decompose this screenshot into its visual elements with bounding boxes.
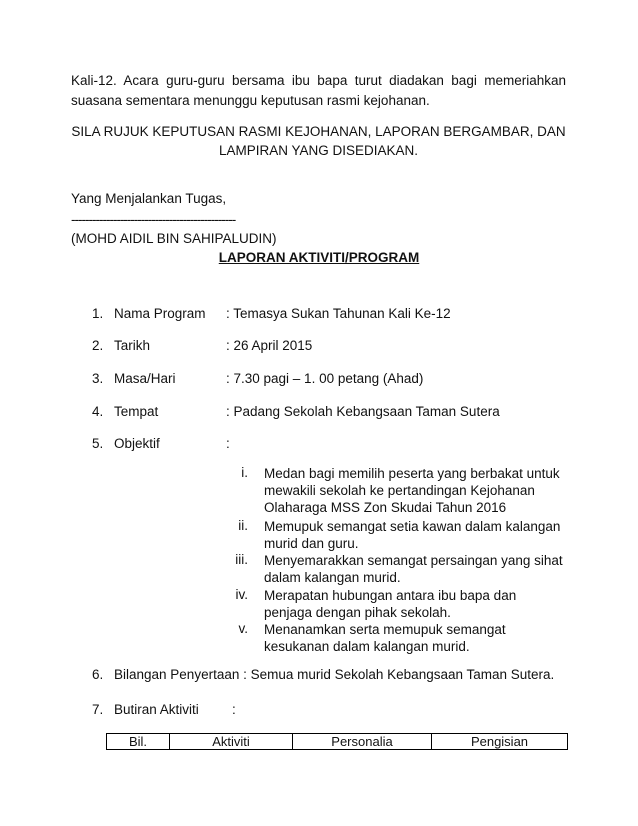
- item-value: : 7.30 pagi – 1. 00 petang (Ahad): [226, 371, 424, 386]
- objective-number: i.: [241, 465, 248, 480]
- item-label: Tempat: [114, 404, 159, 419]
- item-value: :: [232, 702, 236, 717]
- objective-text: Menanamkan serta memupuk semangat kesukanan dalam kalangan murid.: [264, 622, 506, 654]
- signature-name: (MOHD AIDIL BIN SAHIPALUDIN): [71, 231, 277, 246]
- item-number: 5.: [92, 436, 104, 451]
- column-header-bil: Bil.: [107, 734, 170, 750]
- item-number: 3.: [92, 371, 104, 386]
- signature-greeting: Yang Menjalankan Tugas,: [71, 191, 227, 206]
- column-header-personalia: Personalia: [293, 734, 432, 750]
- objective-number: v.: [238, 621, 248, 636]
- report-title: LAPORAN AKTIVITI/PROGRAM: [218, 250, 420, 265]
- item-label: Masa/Hari: [114, 371, 176, 386]
- column-header-pengisian: Pengisian: [432, 734, 568, 750]
- signature-line: -----------------------------------------------: [71, 212, 236, 227]
- table-header-row: [107, 734, 568, 750]
- item-value: : Temasya Sukan Tahunan Kali Ke-12: [226, 306, 451, 321]
- item-number: 4.: [92, 404, 104, 419]
- activity-table: [106, 733, 568, 750]
- item-number: 6.: [92, 667, 104, 682]
- objective-number: ii.: [238, 518, 248, 533]
- item-value: :: [226, 436, 230, 451]
- item-number: 1.: [92, 306, 104, 321]
- objective-text: Memupuk semangat setia kawan dalam kalangan murid dan guru.: [264, 519, 561, 551]
- item-value: : Padang Sekolah Kebangsaan Taman Sutera: [226, 404, 500, 419]
- objective-text: Menyemarakkan semangat persaingan yang sihat dalam kalangan murid.: [264, 553, 563, 585]
- objective-text: Medan bagi memilih peserta yang berbakat untuk mewakili sekolah ke pertandingan Kejohanan Olaharaga MSS Zon Skudai Tahun 2016: [264, 466, 560, 515]
- item-number: 2.: [92, 338, 104, 353]
- item-label: Objektif: [114, 436, 160, 451]
- item-number: 7.: [92, 702, 104, 717]
- notice-line-1: SILA RUJUK KEPUTUSAN RASMI KEJOHANAN, LAPORAN BERGAMBAR, DAN: [71, 124, 566, 139]
- notice-line-2: LAMPIRAN YANG DISEDIAKAN.: [218, 143, 419, 158]
- item-value: : 26 April 2015: [226, 338, 313, 353]
- column-header-aktiviti: Aktiviti: [170, 734, 293, 750]
- item-label: Tarikh: [114, 338, 151, 353]
- objective-number: iii.: [235, 552, 248, 567]
- item-label: Butiran Aktiviti: [114, 702, 199, 717]
- item-label: Nama Program: [114, 306, 206, 321]
- objective-text: Merapatan hubungan antara ibu bapa dan penjaga dengan pihak sekolah.: [264, 588, 517, 620]
- item-text: Bilangan Penyertaan : Semua murid Sekolah Kebangsaan Taman Sutera.: [114, 667, 555, 682]
- intro-paragraph: Kali-12. Acara guru-guru bersama ibu bapa turut diadakan bagi memeriahkan suasana sementara menunggu keputusan rasmi kejohanan.: [71, 73, 566, 108]
- objective-number: iv.: [235, 587, 248, 602]
